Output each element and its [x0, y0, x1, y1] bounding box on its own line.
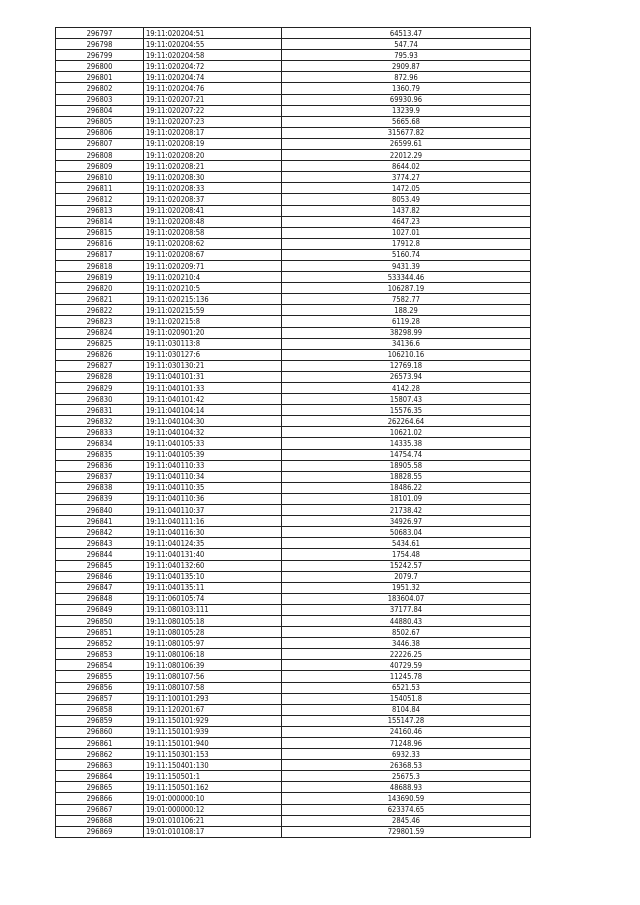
- table-row: [56, 283, 531, 294]
- amount-cell: 26368.53: [282, 760, 531, 771]
- table-row: [56, 249, 531, 260]
- table-row: [56, 726, 531, 737]
- table-row: [56, 172, 531, 183]
- table-row: [56, 438, 531, 449]
- table-row: [56, 272, 531, 283]
- row-number-cell: 296859: [56, 715, 144, 726]
- row-number-cell: 296839: [56, 493, 144, 504]
- amount-cell: 183604.07: [282, 593, 531, 604]
- cadastral-number-cell: 19:11:150501:162: [144, 782, 282, 793]
- row-number-cell: 296869: [56, 826, 144, 837]
- row-number-cell: 296798: [56, 39, 144, 50]
- cadastral-number-cell: 19:11:040105:33: [144, 438, 282, 449]
- amount-cell: 2909.87: [282, 61, 531, 72]
- amount-cell: 10621.02: [282, 427, 531, 438]
- table-row: [56, 305, 531, 316]
- amount-cell: 18828.55: [282, 471, 531, 482]
- cadastral-number-cell: 19:11:040104:14: [144, 405, 282, 416]
- amount-cell: 188.29: [282, 305, 531, 316]
- cadastral-number-cell: 19:11:040110:33: [144, 460, 282, 471]
- row-number-cell: 296836: [56, 460, 144, 471]
- amount-cell: 7582.77: [282, 294, 531, 305]
- row-number-cell: 296848: [56, 593, 144, 604]
- table-row: [56, 538, 531, 549]
- row-number-cell: 296860: [56, 726, 144, 737]
- row-number-cell: 296834: [56, 438, 144, 449]
- row-number-cell: 296861: [56, 738, 144, 749]
- amount-cell: 1360.79: [282, 83, 531, 94]
- table-row: [56, 482, 531, 493]
- cadastral-number-cell: 19:11:020208:37: [144, 194, 282, 205]
- cadastral-number-cell: 19:11:080105:97: [144, 638, 282, 649]
- amount-cell: 38298.99: [282, 327, 531, 338]
- table-row: [56, 216, 531, 227]
- amount-cell: 22012.29: [282, 150, 531, 161]
- table-row: [56, 371, 531, 382]
- amount-cell: 5665.68: [282, 116, 531, 127]
- amount-cell: 26573.94: [282, 371, 531, 382]
- cadastral-number-cell: 19:11:020207:23: [144, 116, 282, 127]
- row-number-cell: 296847: [56, 582, 144, 593]
- cadastral-number-cell: 19:11:040135:10: [144, 571, 282, 582]
- cadastral-number-cell: 19:11:080107:58: [144, 682, 282, 693]
- cadastral-number-cell: 19:11:040104:32: [144, 427, 282, 438]
- row-number-cell: 296808: [56, 150, 144, 161]
- cadastral-number-cell: 19:11:020209:71: [144, 260, 282, 271]
- table-row: [56, 493, 531, 504]
- amount-cell: 25675.3: [282, 771, 531, 782]
- row-number-cell: 296832: [56, 416, 144, 427]
- table-row: [56, 161, 531, 172]
- cadastral-number-cell: 19:11:040110:34: [144, 471, 282, 482]
- amount-cell: 2079.7: [282, 571, 531, 582]
- table-row: [56, 815, 531, 826]
- table-row: [56, 660, 531, 671]
- table-row: [56, 28, 531, 39]
- row-number-cell: 296818: [56, 260, 144, 271]
- table-row: [56, 227, 531, 238]
- cadastral-number-cell: 19:11:020204:74: [144, 72, 282, 83]
- cadastral-number-cell: 19:11:040131:40: [144, 549, 282, 560]
- amount-cell: 6932.33: [282, 749, 531, 760]
- row-number-cell: 296837: [56, 471, 144, 482]
- table-row: [56, 704, 531, 715]
- amount-cell: 22226.25: [282, 649, 531, 660]
- cadastral-number-cell: 19:11:020215:136: [144, 294, 282, 305]
- row-number-cell: 296817: [56, 249, 144, 260]
- cadastral-number-cell: 19:11:020901:20: [144, 327, 282, 338]
- amount-cell: 1027.01: [282, 227, 531, 238]
- row-number-cell: 296803: [56, 94, 144, 105]
- amount-cell: 12769.18: [282, 360, 531, 371]
- row-number-cell: 296802: [56, 83, 144, 94]
- row-number-cell: 296835: [56, 449, 144, 460]
- table-row: [56, 294, 531, 305]
- table-row: [56, 260, 531, 271]
- row-number-cell: 296812: [56, 194, 144, 205]
- table-row: [56, 183, 531, 194]
- table-row: [56, 738, 531, 749]
- row-number-cell: 296865: [56, 782, 144, 793]
- row-number-cell: 296823: [56, 316, 144, 327]
- amount-cell: 11245.78: [282, 671, 531, 682]
- row-number-cell: 296842: [56, 527, 144, 538]
- row-number-cell: 296844: [56, 549, 144, 560]
- row-number-cell: 296811: [56, 183, 144, 194]
- row-number-cell: 296866: [56, 793, 144, 804]
- cadastral-number-cell: 19:11:020208:30: [144, 172, 282, 183]
- amount-cell: 34136.6: [282, 338, 531, 349]
- cadastral-number-cell: 19:11:020210:4: [144, 272, 282, 283]
- row-number-cell: 296799: [56, 50, 144, 61]
- row-number-cell: 296846: [56, 571, 144, 582]
- row-number-cell: 296825: [56, 338, 144, 349]
- amount-cell: 1472.05: [282, 183, 531, 194]
- table-row: [56, 527, 531, 538]
- table-row: [56, 560, 531, 571]
- amount-cell: 17912.8: [282, 238, 531, 249]
- amount-cell: 795.93: [282, 50, 531, 61]
- cadastral-number-cell: 19:11:020208:20: [144, 150, 282, 161]
- cadastral-number-cell: 19:11:020208:41: [144, 205, 282, 216]
- amount-cell: 18486.22: [282, 482, 531, 493]
- amount-cell: 1754.48: [282, 549, 531, 560]
- row-number-cell: 296831: [56, 405, 144, 416]
- table-row: [56, 516, 531, 527]
- row-number-cell: 296841: [56, 516, 144, 527]
- row-number-cell: 296862: [56, 749, 144, 760]
- table-row: [56, 604, 531, 615]
- amount-cell: 13239.9: [282, 105, 531, 116]
- table-row: [56, 449, 531, 460]
- amount-cell: 8502.67: [282, 627, 531, 638]
- cadastral-number-cell: 19:11:040124:35: [144, 538, 282, 549]
- amount-cell: 26599.61: [282, 138, 531, 149]
- row-number-cell: 296815: [56, 227, 144, 238]
- table-row: [56, 338, 531, 349]
- cadastral-number-cell: 19:11:040101:42: [144, 394, 282, 405]
- table-row: [56, 615, 531, 626]
- row-number-cell: 296829: [56, 383, 144, 394]
- amount-cell: 9431.39: [282, 260, 531, 271]
- cadastral-number-cell: 19:11:020208:62: [144, 238, 282, 249]
- amount-cell: 2845.46: [282, 815, 531, 826]
- table-row: [56, 83, 531, 94]
- cadastral-number-cell: 19:11:080105:18: [144, 615, 282, 626]
- table-row: [56, 360, 531, 371]
- row-number-cell: 296814: [56, 216, 144, 227]
- amount-cell: 48688.93: [282, 782, 531, 793]
- table-row: [56, 571, 531, 582]
- amount-cell: 872.96: [282, 72, 531, 83]
- amount-cell: 44880.43: [282, 615, 531, 626]
- cadastral-number-cell: 19:11:020204:76: [144, 83, 282, 94]
- cadastral-number-cell: 19:11:080107:56: [144, 671, 282, 682]
- table-row: [56, 749, 531, 760]
- amount-cell: 50683.04: [282, 527, 531, 538]
- amount-cell: 14335.38: [282, 438, 531, 449]
- row-number-cell: 296856: [56, 682, 144, 693]
- amount-cell: 3774.27: [282, 172, 531, 183]
- row-number-cell: 296821: [56, 294, 144, 305]
- table-body: [56, 28, 531, 838]
- amount-cell: 8644.02: [282, 161, 531, 172]
- table-row: [56, 760, 531, 771]
- amount-cell: 4647.23: [282, 216, 531, 227]
- cadastral-number-cell: 19:11:080106:18: [144, 649, 282, 660]
- row-number-cell: 296797: [56, 28, 144, 39]
- table-row: [56, 427, 531, 438]
- table-row: [56, 405, 531, 416]
- cadastral-number-cell: 19:11:150501:1: [144, 771, 282, 782]
- table-row: [56, 205, 531, 216]
- table-row: [56, 105, 531, 116]
- row-number-cell: 296833: [56, 427, 144, 438]
- cadastral-number-cell: 19:11:100101:293: [144, 693, 282, 704]
- cadastral-number-cell: 19:11:020210:5: [144, 283, 282, 294]
- amount-cell: 315677.82: [282, 127, 531, 138]
- table-row: [56, 460, 531, 471]
- row-number-cell: 296813: [56, 205, 144, 216]
- amount-cell: 729801.59: [282, 826, 531, 837]
- row-number-cell: 296800: [56, 61, 144, 72]
- table-row: [56, 582, 531, 593]
- amount-cell: 3446.38: [282, 638, 531, 649]
- table-row: [56, 138, 531, 149]
- row-number-cell: 296807: [56, 138, 144, 149]
- table-row: [56, 782, 531, 793]
- amount-cell: 34926.97: [282, 516, 531, 527]
- row-number-cell: 296840: [56, 505, 144, 516]
- table-row: [56, 416, 531, 427]
- cadastral-number-cell: 19:11:030113:8: [144, 338, 282, 349]
- table-row: [56, 316, 531, 327]
- table-row: [56, 649, 531, 660]
- table-row: [56, 94, 531, 105]
- amount-cell: 8053.49: [282, 194, 531, 205]
- amount-cell: 106210.16: [282, 349, 531, 360]
- amount-cell: 40729.59: [282, 660, 531, 671]
- row-number-cell: 296868: [56, 815, 144, 826]
- row-number-cell: 296810: [56, 172, 144, 183]
- row-number-cell: 296804: [56, 105, 144, 116]
- row-number-cell: 296816: [56, 238, 144, 249]
- table-row: [56, 771, 531, 782]
- amount-cell: 6521.53: [282, 682, 531, 693]
- amount-cell: 18101.09: [282, 493, 531, 504]
- table-row: [56, 39, 531, 50]
- row-number-cell: 296853: [56, 649, 144, 660]
- cadastral-number-cell: 19:01:010106:21: [144, 815, 282, 826]
- row-number-cell: 296827: [56, 360, 144, 371]
- amount-cell: 37177.84: [282, 604, 531, 615]
- amount-cell: 106287.19: [282, 283, 531, 294]
- amount-cell: 154051.8: [282, 693, 531, 704]
- amount-cell: 6119.28: [282, 316, 531, 327]
- amount-cell: 18905.58: [282, 460, 531, 471]
- table-row: [56, 394, 531, 405]
- amount-cell: 15576.35: [282, 405, 531, 416]
- amount-cell: 143690.59: [282, 793, 531, 804]
- row-number-cell: 296819: [56, 272, 144, 283]
- amount-cell: 71248.96: [282, 738, 531, 749]
- table-row: [56, 194, 531, 205]
- amount-cell: 5160.74: [282, 249, 531, 260]
- cadastral-number-cell: 19:11:020204:58: [144, 50, 282, 61]
- cadastral-number-cell: 19:11:020204:55: [144, 39, 282, 50]
- row-number-cell: 296843: [56, 538, 144, 549]
- amount-cell: 547.74: [282, 39, 531, 50]
- cadastral-number-cell: 19:11:040111:16: [144, 516, 282, 527]
- cadastral-number-cell: 19:11:040135:11: [144, 582, 282, 593]
- cadastral-number-cell: 19:11:030127:6: [144, 349, 282, 360]
- cadastral-number-cell: 19:11:020215:59: [144, 305, 282, 316]
- row-number-cell: 296858: [56, 704, 144, 715]
- row-number-cell: 296828: [56, 371, 144, 382]
- row-number-cell: 296806: [56, 127, 144, 138]
- row-number-cell: 296857: [56, 693, 144, 704]
- table-row: [56, 383, 531, 394]
- amount-cell: 64513.47: [282, 28, 531, 39]
- cadastral-number-cell: 19:11:040104:30: [144, 416, 282, 427]
- row-number-cell: 296820: [56, 283, 144, 294]
- amount-cell: 533344.46: [282, 272, 531, 283]
- cadastral-number-cell: 19:11:150101:939: [144, 726, 282, 737]
- row-number-cell: 296849: [56, 604, 144, 615]
- row-number-cell: 296824: [56, 327, 144, 338]
- table-row: [56, 682, 531, 693]
- row-number-cell: 296838: [56, 482, 144, 493]
- row-number-cell: 296830: [56, 394, 144, 405]
- cadastral-number-cell: 19:11:020208:17: [144, 127, 282, 138]
- cadastral-number-cell: 19:11:040105:39: [144, 449, 282, 460]
- cadastral-number-cell: 19:11:040116:30: [144, 527, 282, 538]
- cadastral-number-cell: 19:11:120201:67: [144, 704, 282, 715]
- amount-cell: 69930.96: [282, 94, 531, 105]
- cadastral-number-cell: 19:11:080105:28: [144, 627, 282, 638]
- amount-cell: 14754.74: [282, 449, 531, 460]
- table-row: [56, 627, 531, 638]
- table-row: [56, 150, 531, 161]
- cadastral-number-cell: 19:11:080103:111: [144, 604, 282, 615]
- cadastral-number-cell: 19:11:150101:940: [144, 738, 282, 749]
- row-number-cell: 296855: [56, 671, 144, 682]
- cadastral-number-cell: 19:11:150101:929: [144, 715, 282, 726]
- amount-cell: 262264.64: [282, 416, 531, 427]
- row-number-cell: 296852: [56, 638, 144, 649]
- row-number-cell: 296864: [56, 771, 144, 782]
- table-row: [56, 50, 531, 61]
- row-number-cell: 296867: [56, 804, 144, 815]
- row-number-cell: 296850: [56, 615, 144, 626]
- row-number-cell: 296801: [56, 72, 144, 83]
- amount-cell: 5434.61: [282, 538, 531, 549]
- amount-cell: 1437.82: [282, 205, 531, 216]
- table-row: [56, 671, 531, 682]
- cadastral-number-cell: 19:11:020215:8: [144, 316, 282, 327]
- cadastral-number-cell: 19:01:000000:10: [144, 793, 282, 804]
- cadastral-number-cell: 19:11:040101:31: [144, 371, 282, 382]
- row-number-cell: 296805: [56, 116, 144, 127]
- amount-cell: 15242.57: [282, 560, 531, 571]
- amount-cell: 623374.65: [282, 804, 531, 815]
- amount-cell: 15807.43: [282, 394, 531, 405]
- row-number-cell: 296854: [56, 660, 144, 671]
- cadastral-number-cell: 19:11:020208:48: [144, 216, 282, 227]
- cadastral-number-cell: 19:11:020208:21: [144, 161, 282, 172]
- data-table: [55, 27, 531, 838]
- amount-cell: 21738.42: [282, 505, 531, 516]
- cadastral-number-cell: 19:11:080106:39: [144, 660, 282, 671]
- table-row: [56, 61, 531, 72]
- table-row: [56, 116, 531, 127]
- cadastral-number-cell: 19:11:020204:72: [144, 61, 282, 72]
- cadastral-number-cell: 19:01:010108:17: [144, 826, 282, 837]
- amount-cell: 1951.32: [282, 582, 531, 593]
- row-number-cell: 296809: [56, 161, 144, 172]
- table-row: [56, 638, 531, 649]
- cadastral-number-cell: 19:11:020207:22: [144, 105, 282, 116]
- amount-cell: 24160.46: [282, 726, 531, 737]
- cadastral-number-cell: 19:11:040110:36: [144, 493, 282, 504]
- cadastral-number-cell: 19:11:040132:60: [144, 560, 282, 571]
- cadastral-number-cell: 19:11:020208:33: [144, 183, 282, 194]
- row-number-cell: 296863: [56, 760, 144, 771]
- table-row: [56, 471, 531, 482]
- table-row: [56, 238, 531, 249]
- cadastral-number-cell: 19:11:150401:130: [144, 760, 282, 771]
- cadastral-number-cell: 19:11:020208:19: [144, 138, 282, 149]
- table-row: [56, 327, 531, 338]
- amount-cell: 155147.28: [282, 715, 531, 726]
- cadastral-number-cell: 19:11:040101:33: [144, 383, 282, 394]
- row-number-cell: 296822: [56, 305, 144, 316]
- cadastral-number-cell: 19:11:020204:51: [144, 28, 282, 39]
- cadastral-number-cell: 19:11:060105:74: [144, 593, 282, 604]
- cadastral-number-cell: 19:01:000000:12: [144, 804, 282, 815]
- row-number-cell: 296851: [56, 627, 144, 638]
- amount-cell: 8104.84: [282, 704, 531, 715]
- cadastral-number-cell: 19:11:020208:58: [144, 227, 282, 238]
- table-row: [56, 693, 531, 704]
- table-row: [56, 804, 531, 815]
- table-row: [56, 349, 531, 360]
- table-row: [56, 549, 531, 560]
- table-row: [56, 793, 531, 804]
- table-row: [56, 826, 531, 837]
- table-row: [56, 72, 531, 83]
- table-row: [56, 505, 531, 516]
- cadastral-number-cell: 19:11:150301:153: [144, 749, 282, 760]
- cadastral-number-cell: 19:11:030130:21: [144, 360, 282, 371]
- cadastral-number-cell: 19:11:020208:67: [144, 249, 282, 260]
- table-row: [56, 127, 531, 138]
- table-row: [56, 715, 531, 726]
- row-number-cell: 296845: [56, 560, 144, 571]
- table-row: [56, 593, 531, 604]
- amount-cell: 4142.28: [282, 383, 531, 394]
- row-number-cell: 296826: [56, 349, 144, 360]
- cadastral-number-cell: 19:11:040110:35: [144, 482, 282, 493]
- cadastral-number-cell: 19:11:040110:37: [144, 505, 282, 516]
- cadastral-number-cell: 19:11:020207:21: [144, 94, 282, 105]
